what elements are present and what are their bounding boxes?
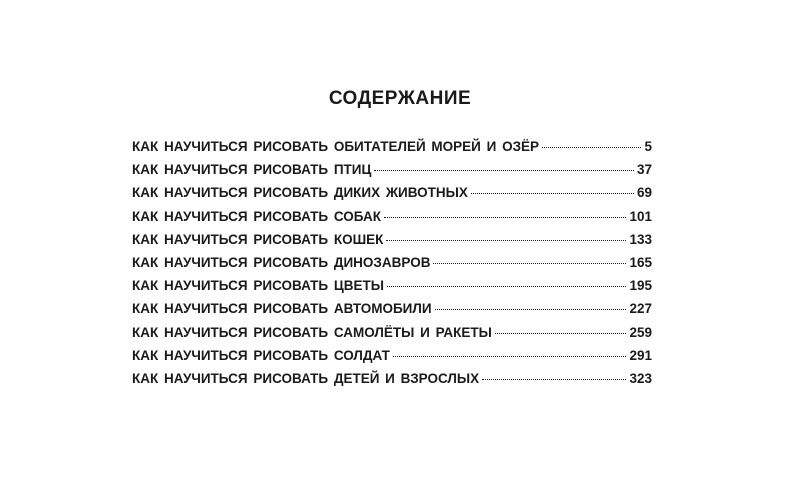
toc-entry-title: КАК НАУЧИТЬСЯ РИСОВАТЬ СОБАК	[132, 208, 381, 224]
dot-leader	[393, 355, 627, 357]
dot-leader	[374, 169, 634, 171]
toc-entry	[132, 278, 652, 301]
page-title: СОДЕРЖАНИЕ	[328, 88, 472, 109]
toc-entry-title: КАК НАУЧИТЬСЯ РИСОВАТЬ ДИКИХ ЖИВОТНЫХ	[132, 185, 468, 201]
dot-leader	[542, 146, 641, 148]
toc-entry	[132, 185, 652, 208]
dot-leader	[471, 192, 634, 194]
toc-entry-page: 133	[629, 231, 652, 247]
toc-entry-page: 37	[636, 162, 652, 178]
toc-entry	[132, 325, 652, 348]
toc-entry-page: 101	[629, 208, 652, 224]
toc-entry-title: КАК НАУЧИТЬСЯ РИСОВАТЬ САМОЛЁТЫ И РАКЕТЫ	[132, 324, 492, 340]
toc-entry-page: 323	[629, 370, 652, 386]
dot-leader	[482, 378, 626, 380]
toc-entry-title: КАК НАУЧИТЬСЯ РИСОВАТЬ ДЕТЕЙ И ВЗРОСЛЫХ	[132, 370, 480, 386]
toc-entry-title: КАК НАУЧИТЬСЯ РИСОВАТЬ СОЛДАТ	[132, 347, 390, 363]
toc-entry-title: КАК НАУЧИТЬСЯ РИСОВАТЬ ДИНОЗАВРОВ	[132, 254, 431, 270]
dot-leader	[386, 239, 626, 241]
toc-entry	[132, 371, 652, 394]
toc-entry-title: КАК НАУЧИТЬСЯ РИСОВАТЬ КОШЕК	[132, 231, 384, 247]
dot-leader	[435, 308, 627, 310]
dot-leader	[495, 332, 627, 334]
toc-entry	[132, 348, 652, 371]
toc-entry-page: 165	[629, 254, 652, 270]
toc-entry	[132, 139, 652, 162]
toc-entry-page: 227	[629, 301, 652, 317]
toc-entry-title: КАК НАУЧИТЬСЯ РИСОВАТЬ ПТИЦ	[132, 162, 372, 178]
toc-entry	[132, 162, 652, 185]
toc-entry	[132, 255, 652, 278]
dot-leader	[387, 285, 627, 287]
toc-entry-page: 291	[629, 347, 652, 363]
toc-entry-title: КАК НАУЧИТЬСЯ РИСОВАТЬ АВТОМОБИЛИ	[132, 301, 432, 317]
toc-entry	[132, 232, 652, 255]
toc-entry-page: 195	[629, 278, 652, 294]
toc-entry	[132, 301, 652, 324]
toc-entry	[132, 209, 652, 232]
toc-entry-page: 69	[636, 185, 652, 201]
toc-entry-title: КАК НАУЧИТЬСЯ РИСОВАТЬ ЦВЕТЫ	[132, 278, 384, 294]
toc-entry-title: КАК НАУЧИТЬСЯ РИСОВАТЬ ОБИТАТЕЛЕЙ МОРЕЙ И ОЗЁР	[132, 139, 540, 154]
table-of-contents	[132, 139, 652, 394]
dot-leader	[433, 262, 626, 264]
toc-entry-page: 5	[644, 139, 652, 154]
toc-entry-page: 259	[629, 324, 652, 340]
dot-leader	[384, 216, 627, 218]
